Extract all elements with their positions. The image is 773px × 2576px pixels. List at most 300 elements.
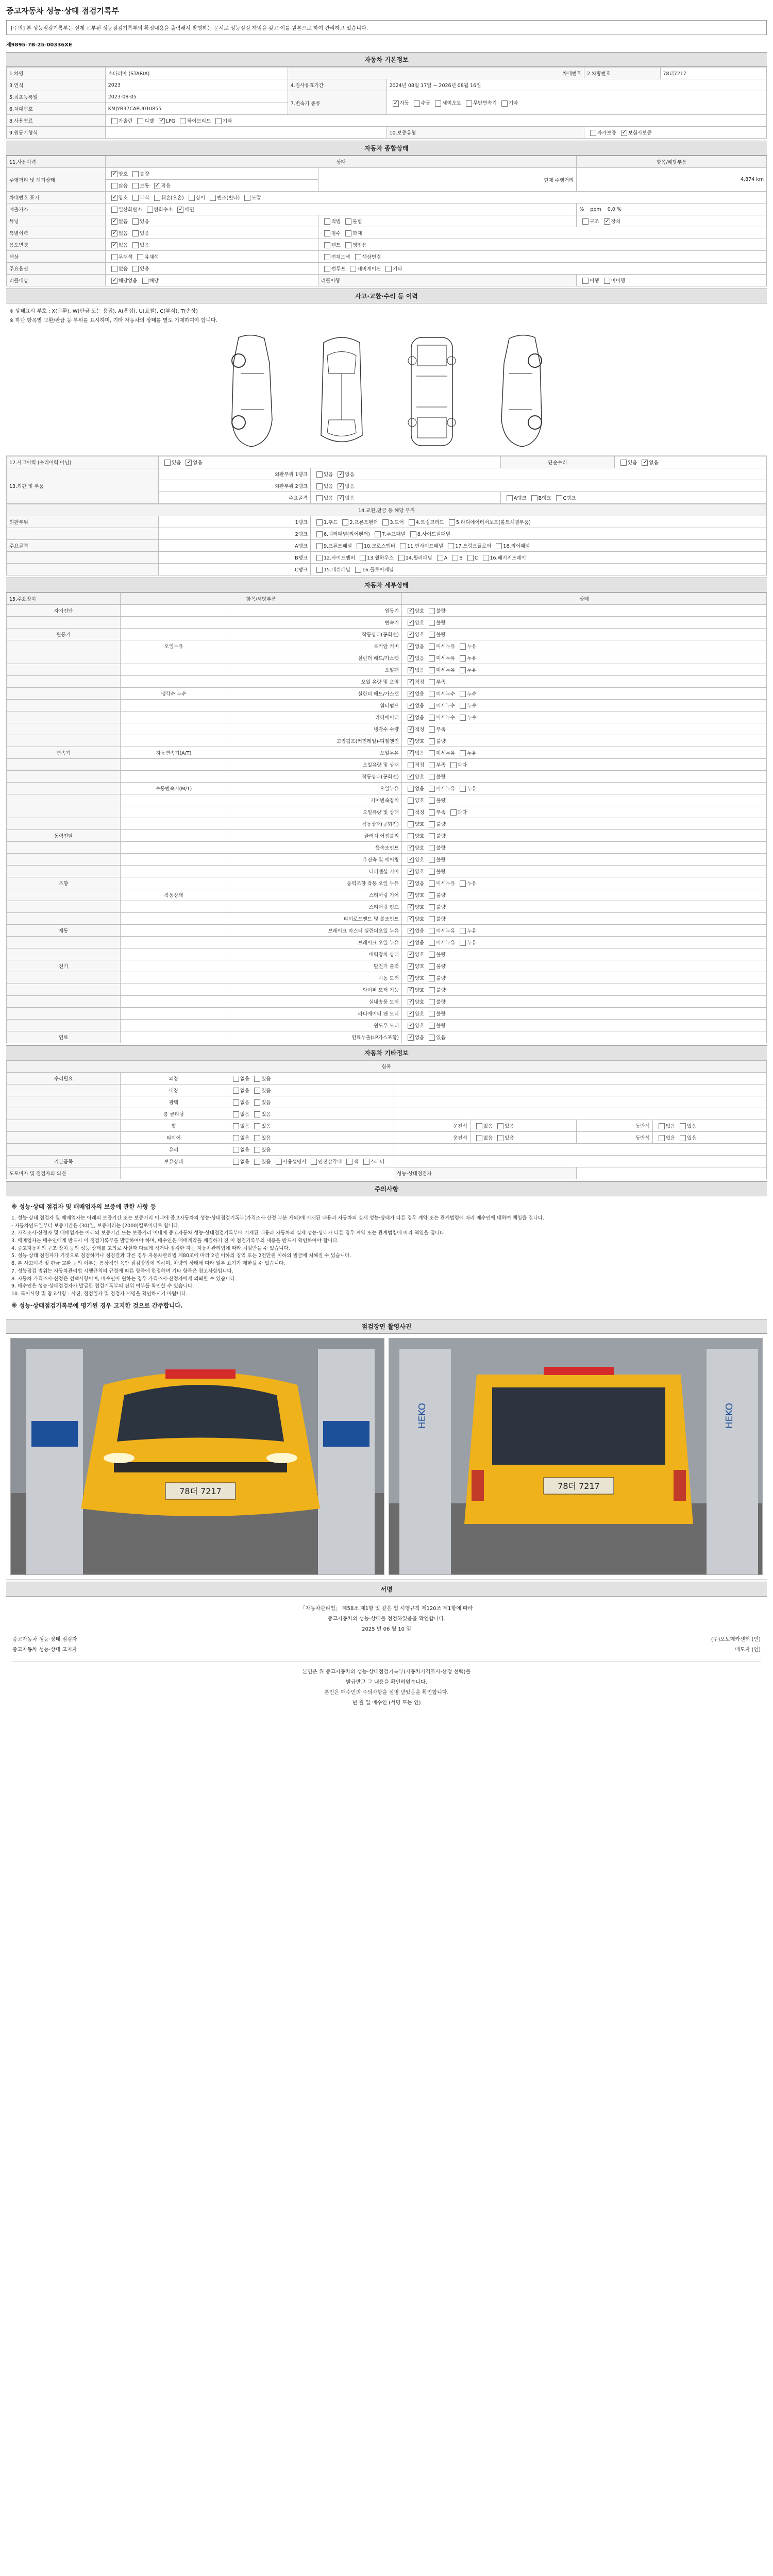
accident-history-label: 12.사고이력 (수리이력 아님)	[7, 456, 159, 468]
option-label: 없음	[415, 691, 425, 697]
detail-group: 동력전달	[7, 830, 121, 842]
detail-item: 오일누유	[227, 783, 401, 794]
option-label: 무단변속기	[473, 100, 497, 107]
checkbox	[254, 1088, 260, 1094]
option-label: 있음	[261, 1147, 271, 1153]
detail-item: 시동 모터	[227, 972, 401, 984]
checkbox	[450, 809, 457, 816]
lift-brand-left: HEKO	[417, 1402, 428, 1429]
checkbox	[408, 987, 414, 993]
emission-options	[105, 204, 577, 215]
detail-sub	[121, 735, 227, 747]
checkbox	[429, 892, 435, 899]
other-group	[7, 1108, 121, 1120]
other-state	[227, 1096, 394, 1108]
option-label: A랭크	[513, 495, 527, 501]
option-label: 보험사보증	[628, 130, 652, 136]
panel-rank2-options	[311, 480, 767, 492]
parts-rank: A랭크	[159, 540, 311, 552]
usage-kind-options	[318, 239, 766, 251]
other-extra-label-2: 동반석	[577, 1120, 653, 1132]
detail-sub	[121, 605, 227, 617]
option-label: 없음	[345, 495, 355, 501]
option-label: 하이브리드	[187, 118, 211, 124]
option-label: 양호	[415, 608, 425, 614]
checkbox	[460, 703, 466, 709]
other-extra-opts-1	[470, 1132, 577, 1144]
checkbox	[324, 218, 330, 225]
detail-state	[402, 901, 767, 913]
detail-row	[7, 1020, 767, 1031]
part-label: B	[459, 555, 463, 561]
checkbox	[154, 183, 160, 189]
detail-state	[402, 652, 767, 664]
detail-row	[7, 937, 767, 948]
checkbox	[429, 916, 435, 922]
other-state	[227, 1108, 394, 1120]
parts-rank: 2랭크	[159, 528, 311, 540]
checkbox	[460, 691, 466, 697]
detail-state	[402, 1008, 767, 1020]
option-label: 탄화수소	[154, 207, 173, 213]
detail-sub	[121, 664, 227, 676]
option-label: 장치	[611, 218, 620, 225]
detail-row	[7, 806, 767, 818]
option-label: 부족	[436, 762, 446, 768]
detail-sub	[121, 830, 227, 842]
option-label: 불량	[436, 857, 446, 863]
option-label: 누유	[467, 750, 477, 756]
option-label: 있음	[140, 230, 149, 236]
detail-table	[6, 592, 767, 1043]
other-row	[7, 1108, 767, 1120]
other-item: 광택	[121, 1096, 227, 1108]
section-accident-header: 사고·교환·수리 등 이력	[6, 289, 767, 303]
detail-sub	[121, 948, 227, 960]
option-label: 양호	[415, 1011, 425, 1017]
dealer-label: 중고자동차 성능·상태 고지자	[12, 1647, 77, 1653]
checkbox	[408, 608, 414, 614]
detail-group: 자기진단	[7, 605, 121, 617]
checkbox	[408, 1035, 414, 1041]
plate-label: 2.차량번호	[584, 67, 661, 79]
detail-sub	[121, 806, 227, 818]
option-label: 영업용	[352, 242, 367, 248]
front-plate-text: 78더 7217	[179, 1486, 222, 1496]
detail-group	[7, 676, 121, 688]
part-label: 6.쿼터패널(리어펜더)	[324, 531, 370, 537]
checkbox	[429, 762, 435, 768]
option-label: 누유	[467, 928, 477, 934]
detail-state	[402, 818, 767, 830]
option-label: 과다	[457, 762, 467, 768]
checkbox	[408, 857, 414, 863]
detail-sub	[121, 794, 227, 806]
detail-item: 라디에이터	[227, 711, 401, 723]
checkbox	[316, 495, 323, 501]
option-label: 양호	[415, 869, 425, 875]
detail-item: 작동상태(공회전)	[227, 818, 401, 830]
opinion-label-2: 성능·상태점검자	[394, 1167, 577, 1179]
special-history-options	[105, 227, 318, 239]
detail-row	[7, 783, 767, 794]
checkbox	[345, 218, 351, 225]
option-label: 있음	[140, 218, 149, 225]
checkbox	[408, 667, 414, 673]
car-name-label: 1.차명	[7, 67, 106, 79]
option-label: 누유	[467, 667, 477, 673]
detail-row	[7, 747, 767, 759]
detail-sub: 오일누유	[121, 640, 227, 652]
detail-item: 실내송풍 모터	[227, 996, 401, 1008]
photo-rear	[389, 1338, 763, 1575]
frame-label: 주요골격	[159, 492, 311, 504]
option-label: 불량	[436, 904, 446, 910]
checkbox	[137, 254, 143, 260]
option-label: 불법	[352, 218, 362, 225]
detail-sub	[121, 913, 227, 925]
warranty-label: 10.보증유형	[386, 127, 584, 139]
mileage-value: 4,874 km	[577, 168, 767, 192]
checkbox	[147, 207, 153, 213]
checkbox	[132, 242, 139, 248]
detail-item: 고압펌프(커먼레일)-디젤엔진	[227, 735, 401, 747]
other-row	[7, 1096, 767, 1108]
option-label: 없음	[118, 242, 128, 248]
detail-state	[402, 629, 767, 640]
detail-group	[7, 759, 121, 771]
frame-ranks	[500, 492, 766, 504]
engine-type-value	[105, 127, 386, 139]
detail-sub	[121, 1008, 227, 1020]
checkbox	[111, 242, 117, 248]
checkbox	[408, 821, 414, 827]
detail-sub: 냉각수 누수	[121, 688, 227, 700]
checkbox	[233, 1111, 239, 1117]
emission-unit-3: 0.0 %	[607, 206, 621, 212]
checkbox	[429, 904, 435, 910]
checkbox	[460, 715, 466, 721]
detail-sub	[121, 818, 227, 830]
checkbox	[429, 845, 435, 851]
detail-state	[402, 937, 767, 948]
option-label: 적정	[415, 679, 425, 685]
detail-row	[7, 842, 767, 854]
detail-row	[7, 972, 767, 984]
vin-label: 차대번호	[288, 67, 584, 79]
other-empty	[394, 1108, 767, 1120]
section-photos-header: 점검장면 촬영사진	[6, 1319, 767, 1334]
checkbox	[620, 460, 627, 466]
detail-sub	[121, 937, 227, 948]
part-label: A	[444, 555, 448, 561]
checkbox	[408, 833, 414, 839]
detail-item: 오일누유	[227, 747, 401, 759]
note-item: - 자동차인도일부터 보증기간은 (30)일, 보증거리는 (2000)킬로미터로 합니다.	[11, 1223, 180, 1229]
option-label: 없음	[240, 1135, 250, 1141]
first-reg-value: 2023-08-05	[105, 91, 288, 103]
checkbox	[429, 1035, 435, 1041]
option-label: 있음	[324, 483, 333, 489]
main-options-label: 주요옵션	[7, 263, 106, 275]
dealer-row	[12, 1645, 761, 1655]
detail-row	[7, 1008, 767, 1020]
option-label: 미이행	[611, 278, 626, 284]
checkbox	[497, 1123, 503, 1129]
checkbox	[408, 679, 414, 685]
detail-item: 디퍼렌셜 기어	[227, 866, 401, 877]
option-label: 없음	[415, 928, 425, 934]
detail-sub	[121, 854, 227, 866]
lift-brand-right: HEKO	[724, 1402, 735, 1429]
detail-item: 동력조향 작동 오일 누유	[227, 877, 401, 889]
other-extra-label-1: 운전석	[394, 1132, 470, 1144]
checkbox	[342, 519, 348, 526]
accident-table	[6, 456, 767, 504]
other-group	[7, 1120, 121, 1132]
detail-state	[402, 830, 767, 842]
option-label: 미세누유	[436, 940, 456, 946]
detail-row	[7, 629, 767, 640]
other-state	[227, 1120, 394, 1132]
car-side-left-icon	[221, 332, 282, 451]
detail-group	[7, 818, 121, 830]
other-row	[7, 1120, 767, 1132]
checkbox	[254, 1099, 260, 1106]
sign-line-2: 중고자동차의 성능·상태를 점검하였음을 확인합니다.	[327, 1616, 446, 1622]
option-label: 부식	[140, 195, 149, 201]
option-label: 불량	[436, 738, 446, 744]
panel-rank1-options	[311, 468, 767, 480]
checkbox	[429, 999, 435, 1005]
checkbox	[408, 643, 414, 650]
notes-title: ※ 성능·상태 점검자 및 매매업자의 보증에 관한 사항 등	[11, 1203, 156, 1210]
checkbox	[429, 738, 435, 744]
option-label: 없음	[415, 667, 425, 673]
fuel-options	[105, 115, 766, 127]
checkbox	[408, 892, 414, 899]
option-label: 있음	[140, 266, 149, 272]
basic-info-table	[6, 67, 767, 139]
detail-state	[402, 688, 767, 700]
detail-group	[7, 901, 121, 913]
option-label: 없음	[118, 230, 128, 236]
other-item: 유리	[121, 1144, 227, 1156]
part-label: 8.사이드실패널	[417, 531, 450, 537]
checkbox	[324, 230, 330, 236]
checkbox	[408, 880, 414, 887]
detail-group	[7, 866, 121, 877]
other-empty	[394, 1144, 767, 1156]
option-label: 이행	[590, 278, 599, 284]
checkbox	[659, 1135, 665, 1141]
option-label: 누유	[467, 880, 477, 887]
parts-rank: B랭크	[159, 552, 311, 564]
checkbox	[621, 130, 627, 136]
other-row	[7, 1156, 767, 1167]
checkbox	[429, 975, 435, 981]
option-label: 불량	[436, 620, 446, 626]
detail-group	[7, 640, 121, 652]
option-label: 없음	[118, 266, 128, 272]
overall-table	[6, 156, 767, 286]
tuning-label: 튜닝	[7, 215, 106, 227]
checkbox	[338, 483, 344, 489]
checkbox	[357, 543, 363, 549]
detail-state	[402, 1020, 767, 1031]
checkbox	[429, 987, 435, 993]
parts-row	[7, 528, 767, 540]
vin-row-value: KMJYB37CAPU010855	[105, 103, 288, 115]
detail-sub	[121, 711, 227, 723]
checkbox	[429, 750, 435, 756]
detail-sub	[121, 960, 227, 972]
option-label: 미세누수	[436, 691, 456, 697]
fuel-label: 8.사용연료	[7, 115, 106, 127]
option-label: 없음	[240, 1088, 250, 1094]
option-label: 불량	[436, 774, 446, 780]
detail-state	[402, 759, 767, 771]
checkbox	[429, 691, 435, 697]
parts-rank: 1랭크	[159, 516, 311, 528]
checkbox	[408, 620, 414, 626]
checkbox	[604, 218, 610, 225]
detail-group	[7, 1008, 121, 1020]
inspector-row	[12, 1635, 761, 1645]
option-label: 미세누수	[436, 715, 456, 721]
detail-group: 원동기	[7, 629, 121, 640]
option-label: 양호	[415, 892, 425, 899]
main-options-kind	[318, 263, 766, 275]
checkbox	[408, 738, 414, 744]
checkbox	[466, 100, 472, 107]
checkbox	[582, 218, 589, 225]
checkbox	[409, 519, 415, 526]
checkbox	[429, 667, 435, 673]
checkbox	[254, 1135, 260, 1141]
other-extra-opts-1	[470, 1120, 577, 1132]
parts-row	[7, 552, 767, 564]
option-label: 잭	[354, 1159, 359, 1165]
other-item: 외장	[121, 1073, 227, 1084]
checkbox	[355, 567, 361, 573]
detail-state	[402, 842, 767, 854]
option-label: 누수	[467, 715, 477, 721]
option-label: 수동	[421, 100, 431, 107]
checkbox	[429, 632, 435, 638]
part-label: 11.인사이드패널	[407, 543, 444, 549]
section-basic-header: 자동차 기본정보	[6, 52, 767, 67]
checkbox	[233, 1088, 239, 1094]
special-history-label: 특별이력	[7, 227, 106, 239]
checkbox	[180, 118, 186, 124]
option-label: 미세누유	[436, 655, 456, 662]
detail-item: 오일 유량 및 오염	[227, 676, 401, 688]
detail-item: 오일유량 및 상태	[227, 759, 401, 771]
checkbox	[132, 171, 139, 177]
parts-items	[311, 516, 767, 528]
option-label: 양호	[415, 975, 425, 981]
checkbox	[496, 543, 502, 549]
parts-row	[7, 564, 767, 575]
checkbox	[111, 218, 117, 225]
other-item: 내장	[121, 1084, 227, 1096]
checkbox	[111, 207, 117, 213]
part-label: 16.플로어패널	[362, 567, 394, 573]
option-label: 불량	[436, 608, 446, 614]
checkbox	[429, 1011, 435, 1017]
option-label: 불량	[436, 845, 446, 851]
parts-group	[7, 552, 159, 564]
checkbox	[338, 495, 344, 501]
checkbox	[429, 1023, 435, 1029]
checkbox	[460, 750, 466, 756]
detail-row	[7, 617, 767, 629]
recall-options	[105, 275, 318, 286]
option-label: 있음	[505, 1123, 514, 1129]
mileage-level	[105, 180, 318, 192]
detail-sub	[121, 996, 227, 1008]
detail-row	[7, 711, 767, 723]
detail-state	[402, 676, 767, 688]
checkbox	[460, 940, 466, 946]
option-label: 매연	[184, 207, 194, 213]
option-label: 불량	[436, 952, 446, 958]
checkbox	[429, 963, 435, 970]
detail-row	[7, 925, 767, 937]
option-label: 변조(변타)	[217, 195, 240, 201]
tuning-legal-options	[318, 215, 577, 227]
year-value: 2023	[105, 79, 288, 91]
detail-item: 등속조인트	[227, 842, 401, 854]
option-label: 누유	[467, 655, 477, 662]
option-label: 양호	[415, 620, 425, 626]
detail-row	[7, 676, 767, 688]
checkbox	[215, 118, 222, 124]
option-label: 도말	[251, 195, 261, 201]
emission-unit-2: ppm	[590, 206, 601, 212]
checkbox	[382, 519, 389, 526]
detail-sub	[121, 1020, 227, 1031]
first-reg-label: 5.최초등록일	[7, 91, 106, 103]
checkbox	[111, 278, 117, 284]
option-label: 색상변경	[362, 254, 381, 260]
checkbox	[429, 809, 435, 816]
checkbox	[460, 655, 466, 662]
section-overall-header: 자동차 종합상태	[6, 141, 767, 156]
checkbox	[233, 1135, 239, 1141]
detail-row	[7, 854, 767, 866]
checkbox	[460, 667, 466, 673]
option-label: 없음	[118, 218, 128, 225]
option-label: 있음	[261, 1135, 271, 1141]
checkbox	[233, 1147, 239, 1153]
detail-item: 실린더 헤드/가스켓	[227, 688, 401, 700]
option-label: 적법	[331, 218, 341, 225]
detail-state	[402, 866, 767, 877]
option-label: 미세누유	[436, 667, 456, 673]
detail-state	[402, 996, 767, 1008]
parts-group	[7, 564, 159, 575]
checkbox	[142, 278, 148, 284]
detail-item: 작동상태(공회전)	[227, 771, 401, 783]
panel-label: 13.외판 및 부품	[7, 468, 159, 504]
detail-item: 스티어링 기어	[227, 889, 401, 901]
other-group	[7, 1144, 121, 1156]
option-label: 불량	[436, 892, 446, 899]
note-item: 8. 자동차 가격조사·산정은 선택사항이며, 매수인이 원하는 경우 가격조사·산정자에게 의뢰할 수 있습니다.	[11, 1276, 237, 1282]
option-label: 썬루프	[331, 266, 346, 272]
